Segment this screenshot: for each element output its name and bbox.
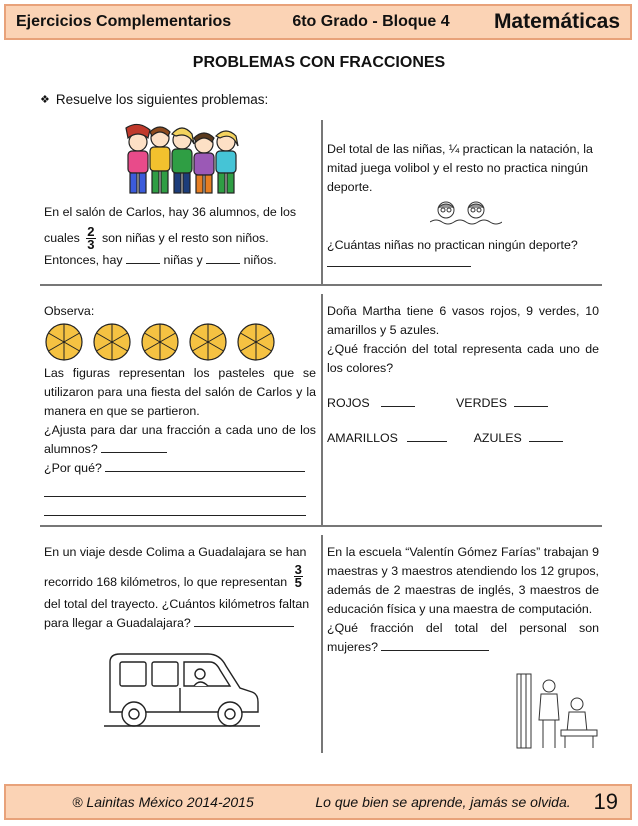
- problem-1: [44, 203, 316, 270]
- problem-1-line-3: [44, 251, 316, 270]
- header-subject-series: Ejercicios Complementarios: [16, 13, 232, 30]
- red-answer-blank[interactable]: [381, 395, 415, 407]
- problem-1-text-b: niñas y: [163, 253, 203, 267]
- blue-answer-blank[interactable]: [529, 430, 563, 442]
- children-illustration: [120, 120, 250, 200]
- blue-label: AZULES: [473, 431, 522, 445]
- problem-6-question: ¿Qué fracción del total del personal son mujeres?: [327, 621, 599, 654]
- page-footer: [4, 784, 632, 820]
- boys-answer-blank[interactable]: [206, 252, 240, 264]
- problem-5-question: para llegar a Guadalajara?: [44, 616, 191, 630]
- problem-3-why-blank-3[interactable]: [44, 497, 306, 516]
- problem-6: [327, 543, 599, 657]
- problem-5-answer-blank[interactable]: [194, 615, 294, 627]
- problem-6-question-line: [327, 619, 599, 657]
- cake-2: [94, 324, 130, 360]
- footer-copyright: ® Lainitas México 2014-2015: [72, 794, 254, 810]
- problem-5-line-2: [44, 562, 320, 595]
- header-grade-block: 6to Grado - Bloque 4: [292, 13, 450, 30]
- cake-1: [46, 324, 82, 360]
- cakes-illustration: [44, 322, 280, 362]
- footer-motto: Lo que bien se aprende, jamás se olvida.: [315, 794, 571, 810]
- problem-1-text-a: Entonces, hay: [44, 253, 123, 267]
- problem-1-line-1: En el salón de Carlos, hay 36 alumnos, de los: [44, 205, 297, 219]
- problem-2-answer-blank[interactable]: [327, 255, 471, 267]
- problem-5: [44, 543, 320, 633]
- problem-1-text-c: niños.: [243, 253, 277, 267]
- problem-4-row-2: [327, 429, 599, 448]
- instruction: [40, 92, 268, 107]
- problem-6-text: En la escuela “Valentín Gómez Farías” trabajan 9 maestras y 3 maestros atendiendo los 12 grupos, además de 2 maestras de inglés, 3 maestros de educación física y una maestra de computación.: [327, 545, 599, 616]
- problem-5-line-3: del total del trayecto. ¿Cuántos kilómetros faltan: [44, 597, 310, 611]
- page-header: [4, 4, 632, 40]
- problem-2-question: ¿Cuántas niñas no practican ningún deporte?: [327, 238, 578, 252]
- fraction-denominator: 5: [294, 575, 302, 590]
- grid-divider-horizontal-1: [40, 284, 602, 286]
- grid-divider-vertical-2: [321, 294, 323, 526]
- fraction-three-fifths: [294, 564, 303, 589]
- cake-3: [142, 324, 178, 360]
- green-label: VERDES: [456, 396, 508, 410]
- fraction-denominator: 3: [87, 237, 95, 252]
- yellow-label: AMARILLOS: [327, 431, 398, 445]
- problem-2-question-block: [327, 236, 599, 267]
- problem-4-question: ¿Qué fracción del total representa cada uno de los colores?: [327, 342, 599, 375]
- page-number: 19: [593, 789, 618, 814]
- problem-3-label: Observa:: [44, 304, 95, 318]
- fraction-numerator: 2: [87, 224, 95, 239]
- problem-1-pre-fraction: cuales: [44, 230, 80, 245]
- cake-5: [238, 324, 274, 360]
- problem-3-why-blank-1[interactable]: [105, 460, 305, 472]
- grid-divider-vertical-1: [321, 120, 323, 285]
- problem-5-line-4: [44, 614, 320, 633]
- problem-3-why-line: [44, 459, 316, 478]
- problem-6-answer-blank[interactable]: [381, 639, 489, 651]
- car-illustration: [100, 648, 262, 732]
- fraction-two-thirds: [86, 226, 95, 251]
- problem-3-question: ¿Ajusta para dar una fracción a cada uno de los alumnos?: [44, 423, 316, 456]
- swimmers-illustration: [430, 198, 502, 228]
- problem-3-text: Las figuras representan los pasteles que se utilizaron para una fiesta del salón de Carlos y la manera en que se partieron.: [44, 366, 316, 418]
- girls-answer-blank[interactable]: [126, 252, 160, 264]
- problem-4: [327, 302, 599, 378]
- problem-2-text: Del total de las niñas, ¼ practican la natación, la mitad juega volibol y el resto no practica ningún deporte.: [327, 142, 593, 194]
- diamond-bullet-icon: ❖: [40, 94, 50, 106]
- grid-divider-horizontal-2: [40, 525, 602, 527]
- problem-3-why-blank-2[interactable]: [44, 478, 306, 497]
- fraction-numerator: 3: [294, 562, 302, 577]
- instruction-text: Resuelve los siguientes problemas:: [55, 92, 269, 107]
- header-subject: Matemáticas: [493, 10, 620, 33]
- problem-3-why: ¿Por qué?: [44, 461, 102, 475]
- green-answer-blank[interactable]: [514, 395, 548, 407]
- problem-3-answer-blank[interactable]: [101, 441, 167, 453]
- cake-4: [190, 324, 226, 360]
- problem-4-row-1: [327, 394, 599, 413]
- problem-4-text: Doña Martha tiene 6 vasos rojos, 9 verdes, 10 amarillos y 5 azules.: [327, 304, 599, 337]
- problem-5-line-1: En un viaje desde Colima a Guadalajara se han: [44, 545, 307, 559]
- problem-3-question-line: [44, 421, 316, 459]
- problem-1-post-fraction: son niñas y el resto son niños.: [101, 230, 269, 245]
- problem-5-line-2-text: recorrido 168 kilómetros, lo que representan: [44, 574, 288, 589]
- classroom-illustration: [515, 670, 599, 752]
- page-title: PROBLEMAS CON FRACCIONES: [192, 54, 446, 71]
- yellow-answer-blank[interactable]: [407, 430, 447, 442]
- grid-divider-vertical-3: [321, 535, 323, 753]
- problem-2: [327, 140, 599, 197]
- problem-1-line-2: [44, 226, 316, 251]
- red-label: ROJOS: [327, 396, 370, 410]
- problem-3: [44, 364, 316, 516]
